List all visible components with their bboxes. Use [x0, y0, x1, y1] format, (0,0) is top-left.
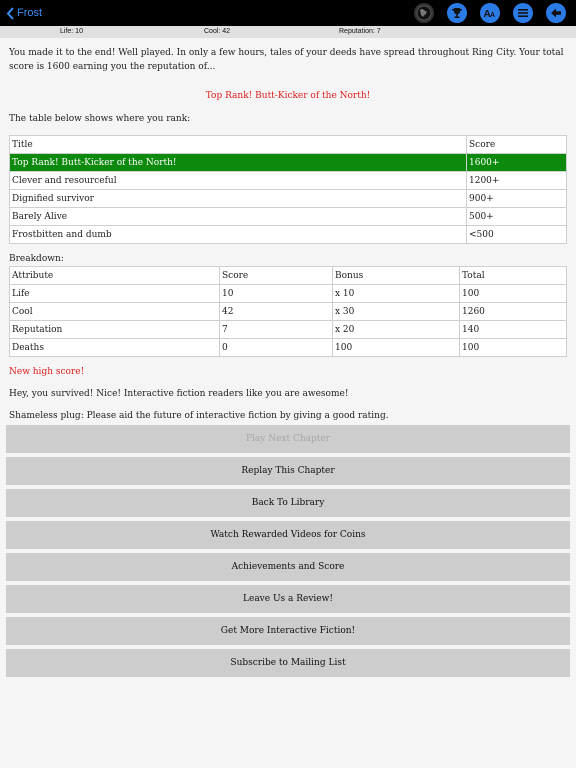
table-row [10, 285, 567, 303]
table-cell: Deaths [10, 339, 220, 357]
table-cell: Barely Alive [10, 208, 467, 226]
trophy-icon[interactable] [447, 3, 467, 23]
table-cell: x 10 [333, 285, 460, 303]
table-row [10, 172, 567, 190]
table-cell: Reputation [10, 321, 220, 339]
breakdown-label: Breakdown: [9, 254, 64, 264]
table-row [10, 190, 567, 208]
table-cell: x 20 [333, 321, 460, 339]
rank-table [9, 135, 567, 244]
back-button[interactable] [6, 7, 42, 20]
get-more-fiction-button[interactable]: Get More Interactive Fiction! [6, 617, 570, 645]
table-cell: 900+ [467, 190, 567, 208]
breakdown-table [9, 266, 567, 357]
table-row [10, 303, 567, 321]
table-cell: Cool [10, 303, 220, 321]
watch-rewarded-videos-button[interactable]: Watch Rewarded Videos for Coins [6, 521, 570, 549]
table-cell: 7 [220, 321, 333, 339]
table-header: Score [467, 136, 567, 154]
intro-paragraph: You made it to the end! Well played. In only a few hours, tales of your deeds have spread throughout Ring City. Your total score is 1600 earning you the reputation of... [9, 48, 564, 72]
table-header: Total [460, 267, 567, 285]
table-cell: Clever and resourceful [10, 172, 467, 190]
table-cell: Top Rank! Butt-Kicker of the North! [10, 154, 467, 172]
table-row-highlighted [10, 154, 567, 172]
table-cell: 1260 [460, 303, 567, 321]
table-header: Title [10, 136, 467, 154]
table-cell: 140 [460, 321, 567, 339]
back-arrow-icon[interactable] [546, 3, 566, 23]
table-cell: x 30 [333, 303, 460, 321]
high-score-notice: New high score! [9, 367, 85, 377]
subscribe-mailing-list-button[interactable]: Subscribe to Mailing List [6, 649, 570, 677]
svg-text:A: A [490, 12, 496, 19]
rank-title: Top Rank! Butt-Kicker of the North! [205, 91, 371, 101]
leave-review-button[interactable]: Leave Us a Review! [6, 585, 570, 613]
table-cell: Frostbitten and dumb [10, 226, 467, 244]
table-cell: 0 [220, 339, 333, 357]
table-cell: 100 [460, 339, 567, 357]
table-cell: 100 [460, 285, 567, 303]
rank-table-intro: The table below shows where you rank: [9, 114, 191, 124]
table-cell: 1200+ [467, 172, 567, 190]
table-cell: 42 [220, 303, 333, 321]
table-cell: Life [10, 285, 220, 303]
text-size-icon[interactable] [480, 3, 500, 23]
plug-message: Shameless plug: Please aid the future of interactive fiction by giving a good rating. [9, 411, 389, 421]
table-cell: 1600+ [467, 154, 567, 172]
table-header: Bonus [333, 267, 460, 285]
table-cell: 100 [333, 339, 460, 357]
story-content [9, 46, 567, 423]
top-navigation-bar [0, 0, 576, 26]
svg-text:A: A [483, 9, 491, 19]
reputation-stat: Reputation: 7 [339, 28, 381, 35]
table-header-row [10, 267, 567, 285]
globe-icon[interactable] [414, 3, 434, 23]
table-header-row [10, 136, 567, 154]
back-to-library-button[interactable]: Back To Library [6, 489, 570, 517]
life-stat: Life: 10 [60, 28, 83, 35]
achievements-button[interactable]: Achievements and Score [6, 553, 570, 581]
play-next-chapter-button[interactable]: Play Next Chapter [6, 425, 570, 453]
table-cell: Dignified survivor [10, 190, 467, 208]
table-row [10, 226, 567, 244]
table-row [10, 208, 567, 226]
cool-stat: Cool: 42 [204, 28, 231, 35]
chevron-left-icon [6, 7, 14, 20]
table-row [10, 339, 567, 357]
replay-chapter-button[interactable]: Replay This Chapter [6, 457, 570, 485]
menu-list-icon[interactable] [513, 3, 533, 23]
table-cell: 10 [220, 285, 333, 303]
table-cell: 500+ [467, 208, 567, 226]
stats-bar [0, 26, 576, 38]
table-header: Score [220, 267, 333, 285]
survived-message: Hey, you survived! Nice! Interactive fiction readers like you are awesome! [9, 389, 349, 399]
table-header: Attribute [10, 267, 220, 285]
table-row [10, 321, 567, 339]
back-button-label: Frost [17, 7, 43, 19]
table-cell: <500 [467, 226, 567, 244]
